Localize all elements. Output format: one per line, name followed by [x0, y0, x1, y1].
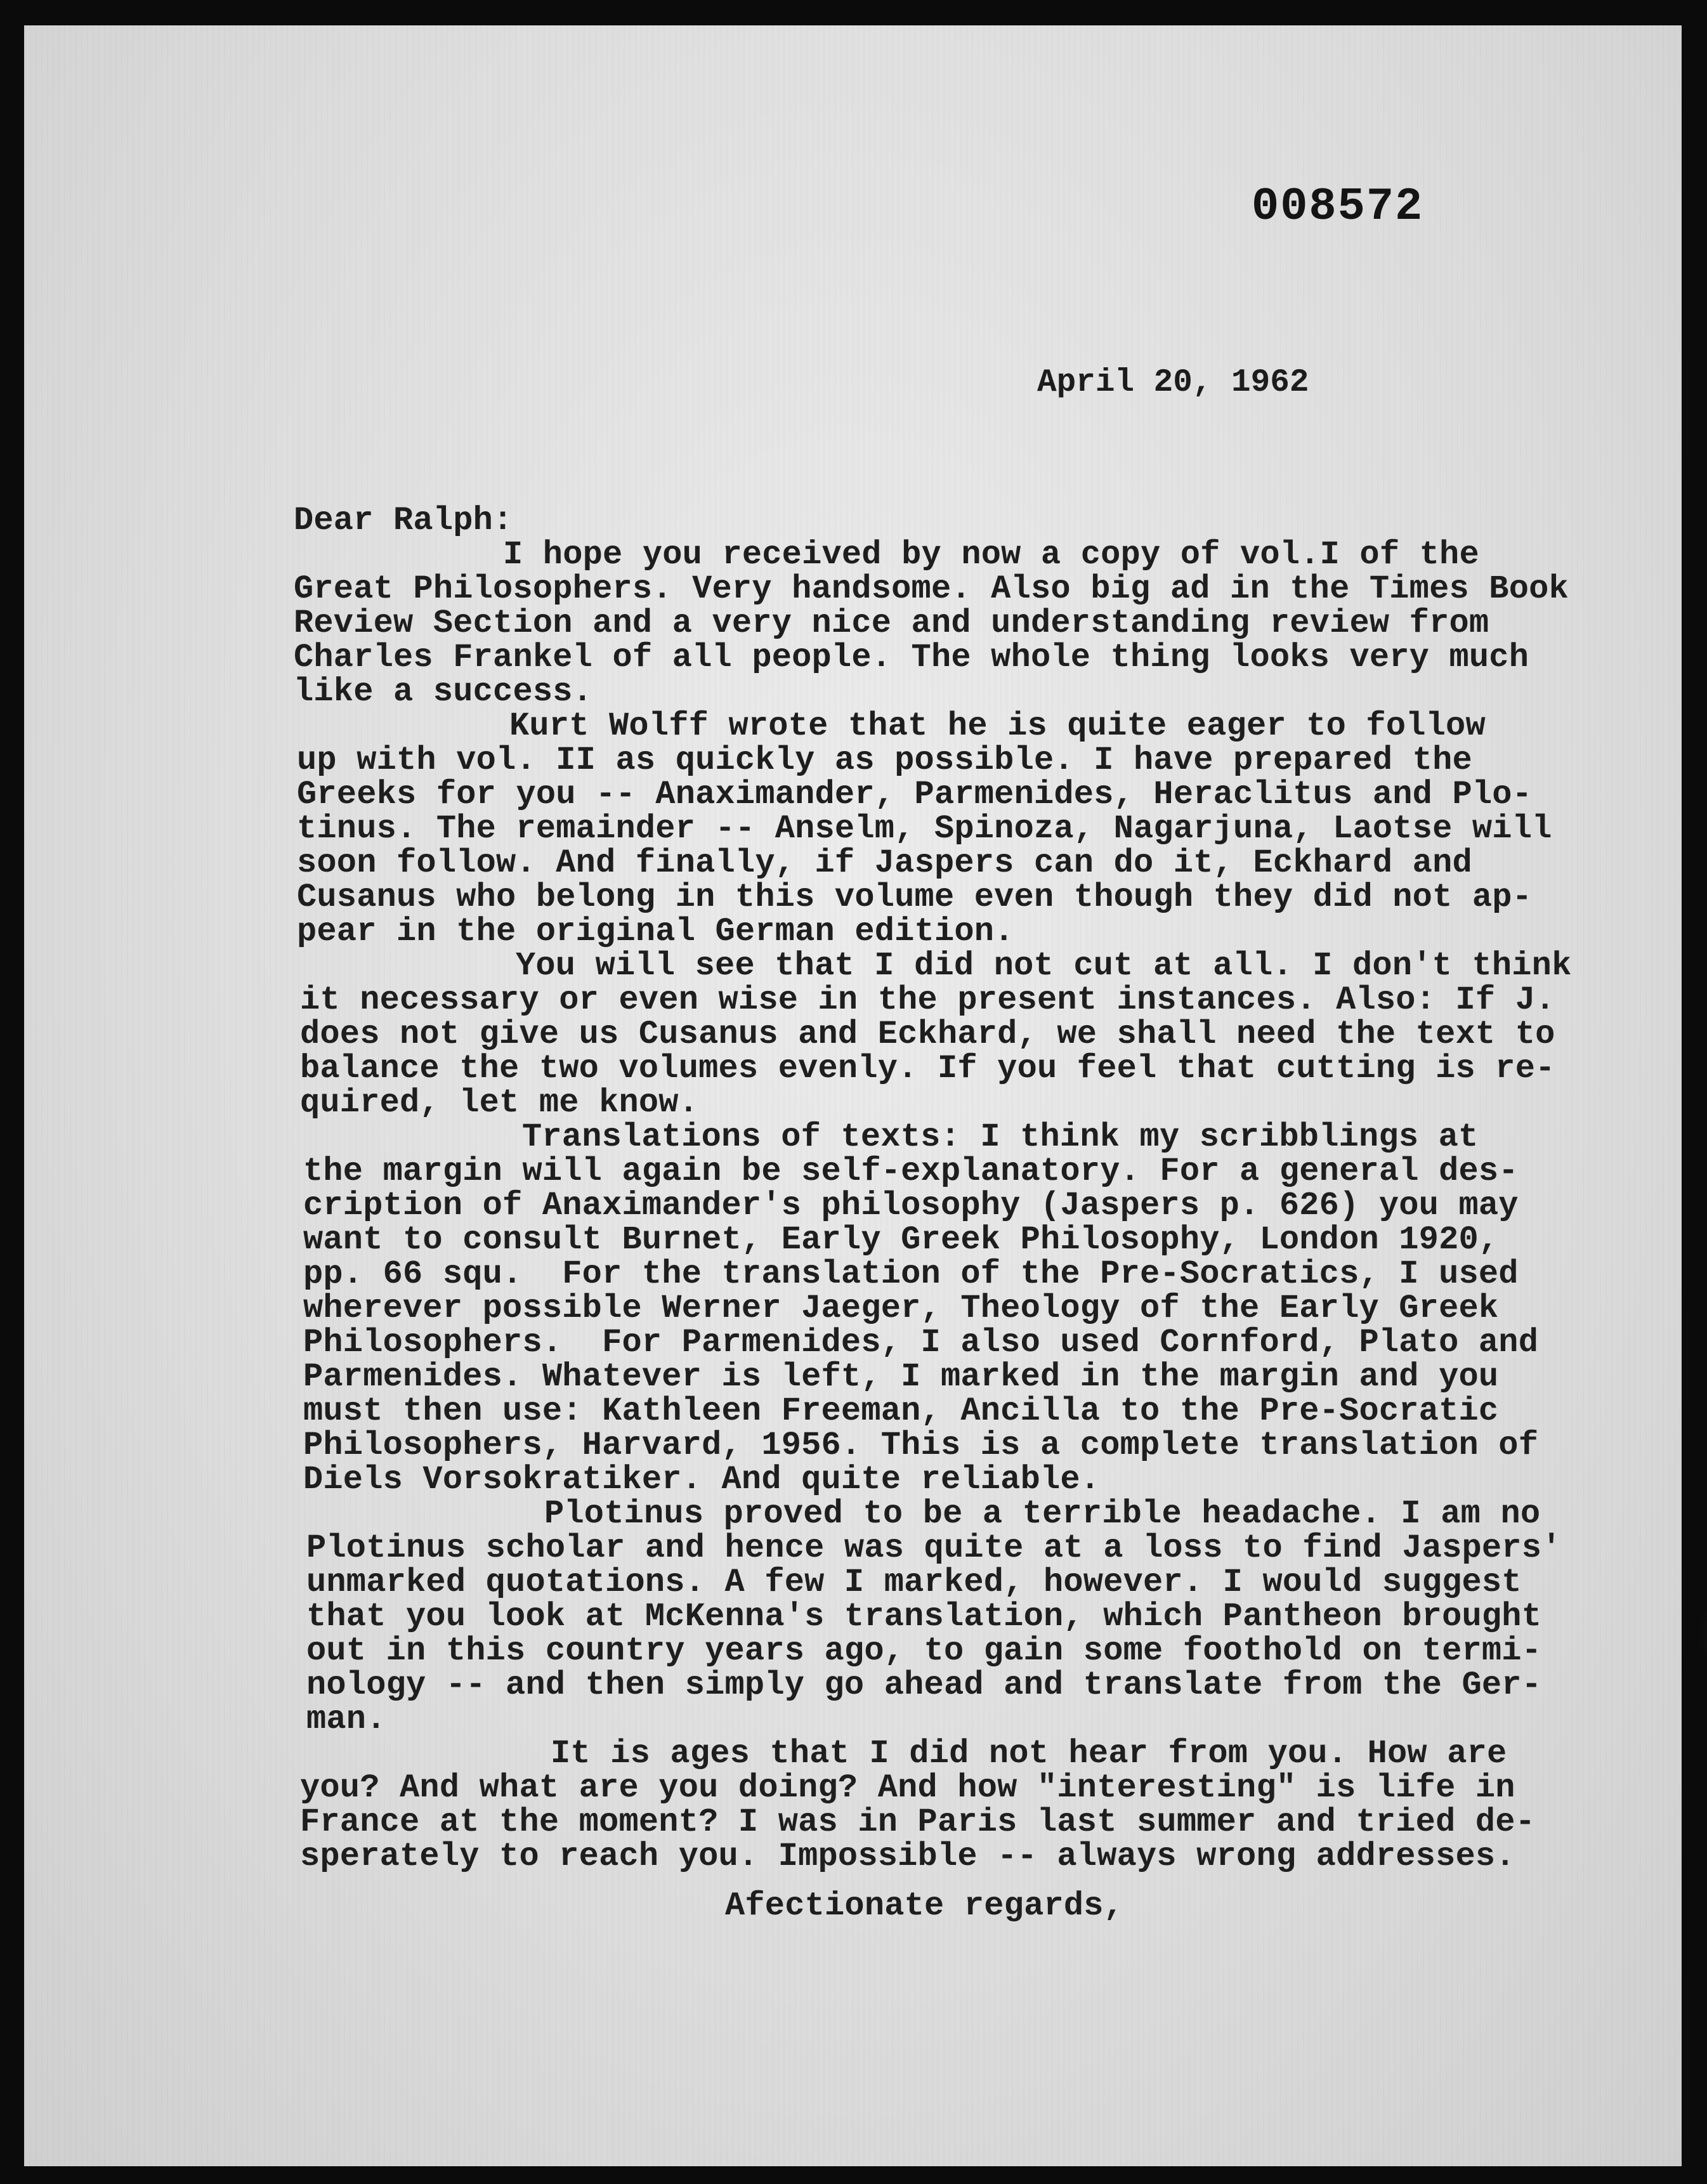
body-line: Plotinus scholar and hence was quite at a loss to find Jaspers': [306, 1529, 1562, 1567]
body-line: Plotinus proved to be a terrible headache. I am no: [544, 1495, 1541, 1533]
body-line: pear in the original German edition.: [297, 913, 1014, 950]
body-line: like a success.: [294, 673, 593, 710]
body-line: quired, let me know.: [300, 1084, 699, 1121]
body-line: the margin will again be self-explanatory. For a general des-: [303, 1153, 1519, 1190]
salutation: Dear Ralph:: [294, 502, 513, 539]
closing: Afectionate regards,: [725, 1887, 1124, 1925]
body-line: that you look at McKenna's translation, which Pantheon brought: [306, 1598, 1542, 1635]
body-line: soon follow. And finally, if Jaspers can do it, Eckhard and: [297, 844, 1472, 882]
body-line: Kurt Wolff wrote that he is quite eager to follow: [509, 707, 1486, 745]
body-line: Parmenides. Whatever is left, I marked in the margin and you: [303, 1358, 1499, 1396]
body-line: you? And what are you doing? And how "interesting" is life in: [300, 1769, 1515, 1807]
body-line: sperately to reach you. Impossible -- always wrong addresses.: [300, 1838, 1515, 1875]
body-line: Diels Vorsokratiker. And quite reliable.: [303, 1461, 1101, 1498]
body-line: up with vol. II as quickly as possible. I have prepared the: [297, 742, 1472, 779]
body-line: Cusanus who belong in this volume even though they did not ap-: [297, 879, 1533, 916]
body-line: it necessary or even wise in the present instances. Also: If J.: [300, 981, 1555, 1019]
body-line: Philosophers, Harvard, 1956. This is a complete translation of: [303, 1427, 1539, 1464]
body-line: Charles Frankel of all people. The whole thing looks very much: [294, 639, 1529, 676]
body-line: Review Section and a very nice and understanding review from: [294, 605, 1489, 642]
body-line: does not give us Cusanus and Eckhard, we shall need the text to: [300, 1016, 1555, 1053]
body-line: I hope you received by now a copy of vol.I of the: [503, 536, 1479, 573]
letter-date: April 20, 1962: [1037, 365, 1309, 401]
body-line: man.: [306, 1701, 386, 1738]
body-line: tinus. The remainder -- Anselm, Spinoza, Nagarjuna, Laotse will: [297, 810, 1552, 847]
body-line: cription of Anaximander's philosophy (Jaspers p. 626) you may: [303, 1187, 1519, 1224]
body-line: Translations of texts: I think my scribblings at: [522, 1118, 1479, 1156]
letter-page: [24, 25, 1682, 2166]
body-line: Greeks for you -- Anaximander, Parmenides, Heraclitus and Plo-: [297, 776, 1533, 813]
body-line: unmarked quotations. A few I marked, however. I would suggest: [306, 1564, 1522, 1601]
body-line: It is ages that I did not hear from you. How are: [551, 1735, 1507, 1772]
body-line: want to consult Burnet, Early Greek Philosophy, London 1920,: [303, 1221, 1499, 1259]
document-number: 008572: [1252, 181, 1424, 233]
body-line: Philosophers. For Parmenides, I also used Cornford, Plato and: [303, 1324, 1539, 1361]
body-line: balance the two volumes evenly. If you feel that cutting is re-: [300, 1050, 1555, 1087]
body-line: nology -- and then simply go ahead and translate from the Ger-: [306, 1666, 1542, 1704]
ink-smudge: [1699, 1599, 1707, 1668]
body-line: You will see that I did not cut at all. I don't think: [516, 947, 1572, 984]
body-line: Great Philosophers. Very handsome. Also big ad in the Times Book: [294, 570, 1569, 608]
body-line: pp. 66 squ. For the translation of the Pre-Socratics, I used: [303, 1255, 1519, 1293]
body-line: wherever possible Werner Jaeger, Theology of the Early Greek: [303, 1290, 1499, 1327]
body-line: out in this country years ago, to gain some foothold on termi-: [306, 1632, 1542, 1670]
body-line: must then use: Kathleen Freeman, Ancilla to the Pre-Socratic: [303, 1392, 1499, 1430]
body-line: France at the moment? I was in Paris last summer and tried de-: [300, 1803, 1536, 1841]
